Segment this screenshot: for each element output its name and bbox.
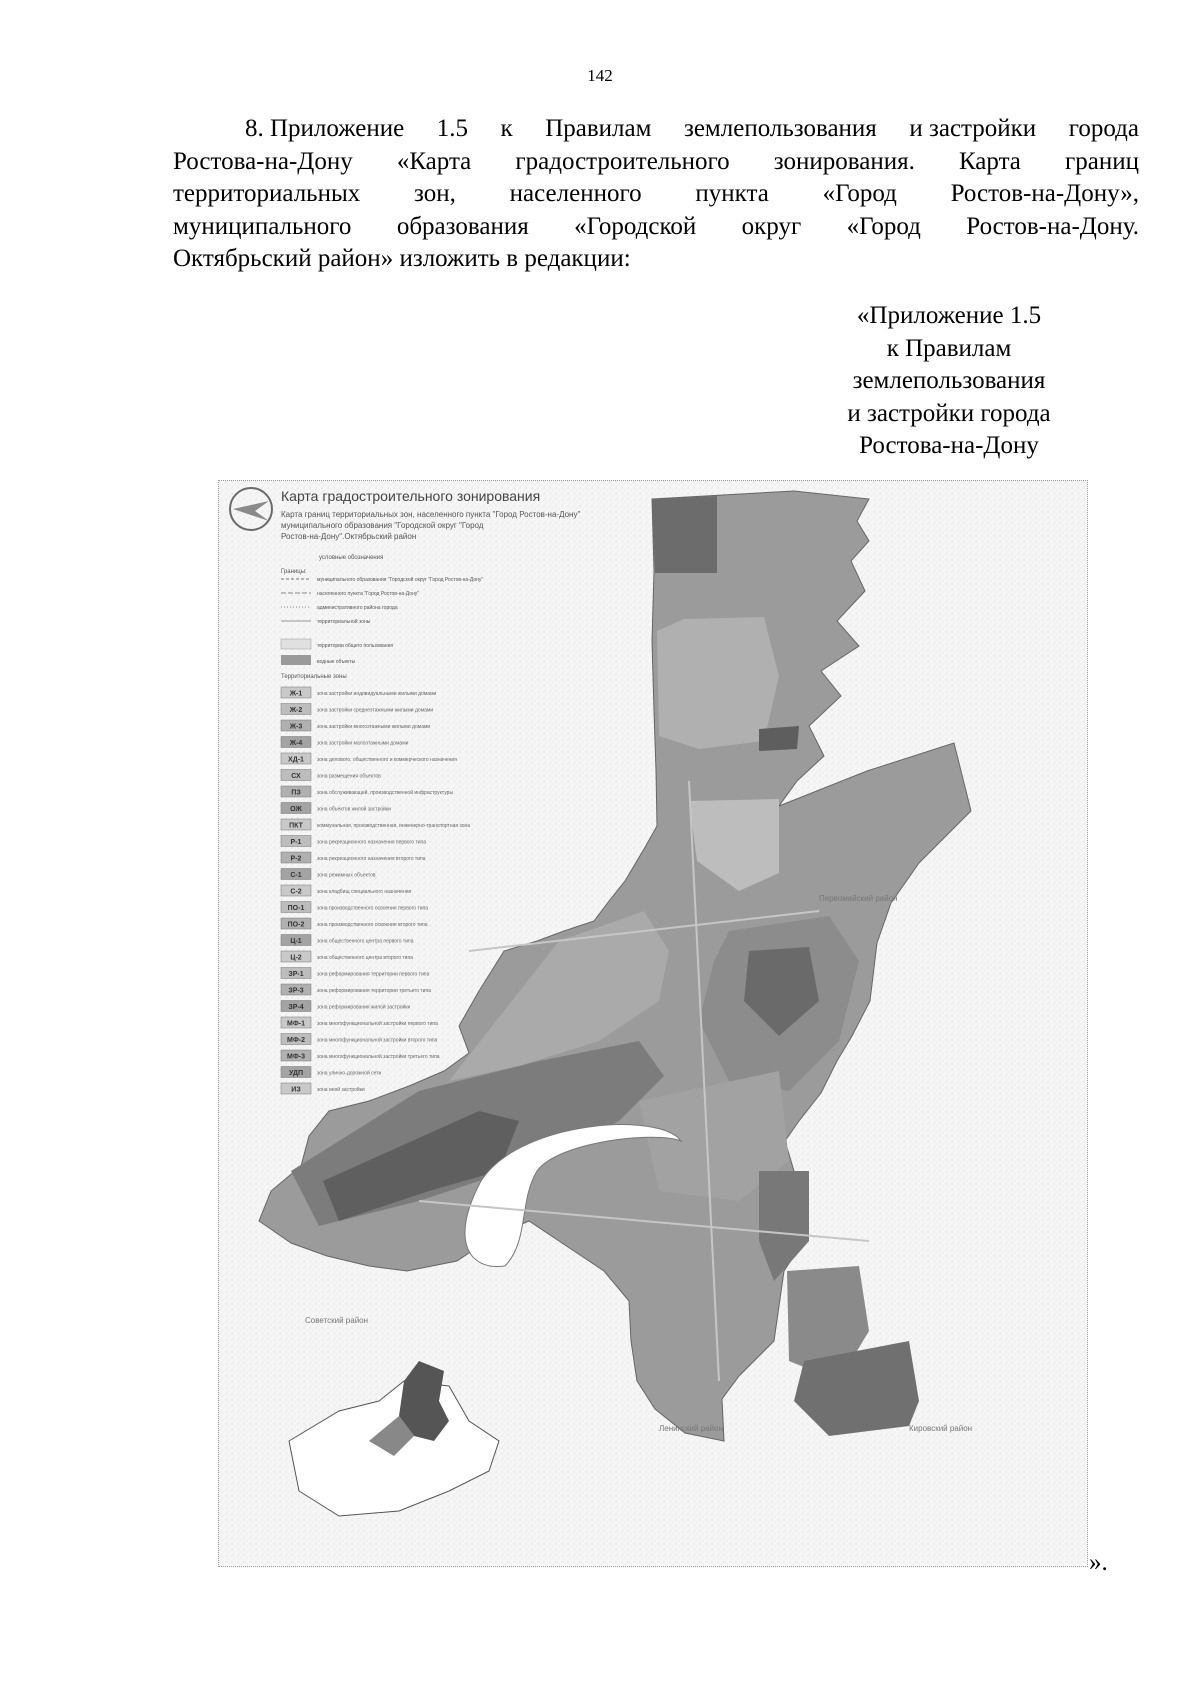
zone-description: зона общественного центра первого типа	[317, 938, 414, 945]
zone-code: ХД-1	[288, 756, 304, 764]
legend-borders-label: Границы:	[281, 569, 307, 575]
word: «Город	[822, 180, 897, 207]
legend-border-item: населенного пункта "Город Ростов-на-Дону"	[317, 591, 420, 597]
word: муниципального	[173, 212, 352, 240]
word: «Городской	[574, 212, 697, 240]
map-subtitle: Карта границ территориальных зон, населенного пункта "Город Ростов-на-Дону"	[281, 510, 581, 519]
appendix-heading	[780, 300, 1118, 463]
zone-code: Р-2	[290, 855, 302, 863]
zone-code: ОЖ	[290, 806, 302, 813]
legend-header: условные обозначения	[319, 555, 384, 561]
paragraph-line-1	[173, 113, 1139, 146]
map-title: Карта градостроительного зонирования	[281, 488, 541, 504]
zone-description: зона многофункциональной застройки второго типа	[317, 1037, 438, 1044]
zone-description: коммунальная, производственная, инженерно-транспортная зона	[317, 823, 471, 829]
word: градостроительного	[515, 147, 730, 175]
district-label: Кировский район	[909, 1424, 973, 1433]
word: Ростов-на-Дону.	[966, 212, 1139, 240]
zone-code: Ж-4	[289, 740, 303, 747]
zone-code: ПКТ	[289, 822, 303, 830]
zone-code: С-1	[290, 872, 302, 879]
word: зон,	[414, 180, 456, 207]
word: округ	[741, 212, 802, 240]
zone-code: МФ-3	[286, 1053, 306, 1061]
amendment-paragraph	[173, 113, 1139, 276]
legend-area-item: территории общего пользования	[317, 643, 394, 649]
appendix-line: «Приложение 1.5	[856, 302, 1042, 329]
word: «Город	[846, 212, 921, 240]
zone-description: зона застройки малоэтажными домами	[317, 740, 409, 747]
zone-description: зона кладбищ специального назначения	[317, 889, 412, 895]
word: Ростова-на-Дону	[173, 147, 353, 175]
appendix-line: Ростова-на-Дону	[859, 432, 1039, 459]
paragraph-line-4	[173, 211, 1139, 244]
zone-description: зона многофункциональной застройки третьего типа	[317, 1054, 440, 1060]
zone-description: зона застройки многоэтажными жилыми домами	[317, 724, 431, 730]
word: образования	[396, 212, 529, 240]
zone-code: ЗР-1	[288, 971, 304, 978]
zone-code: Ц-1	[290, 938, 302, 945]
zone-code: Ж-2	[289, 707, 303, 714]
zone-description: зона рекреационного назначения второго типа	[317, 856, 426, 862]
zone-code: МФ-2	[286, 1037, 306, 1044]
zone-code: ПО-1	[287, 905, 305, 912]
zone-description: зона размещения объектов	[317, 773, 381, 780]
zone-description: зона общественного центра второго типа	[317, 955, 413, 961]
word: границ	[1065, 147, 1139, 175]
zone-description: зона режимных объектов	[317, 872, 376, 879]
page-number: 142	[587, 66, 613, 85]
zone-code: ПЗ	[291, 789, 301, 797]
zone-description: зона многофункциональной застройки первого типа	[317, 1021, 438, 1027]
zone-code: Р-1	[290, 839, 302, 846]
appendix-line: и застройки города	[847, 399, 1051, 427]
zone-code: ПО-2	[287, 921, 305, 929]
word: землепользования	[683, 115, 877, 142]
zone-code: Ц-2	[290, 954, 302, 962]
zoning-map	[218, 480, 1088, 1567]
paragraph-line-2	[173, 146, 1139, 179]
zone-description: зона делового, общественного и коммерческого назначения	[317, 757, 457, 763]
zone-description: зона объектов жилой застройки	[317, 806, 391, 813]
paragraph-line-3	[173, 178, 1139, 211]
zone-code: ИЗ	[291, 1086, 301, 1094]
paragraph-line-5: Октябрьский район» изложить в редакции:	[173, 245, 631, 272]
zone-description: зона производственного освоения первого типа	[317, 905, 429, 912]
map-subtitle: муниципального образования "Городской округ "Город	[281, 521, 484, 530]
zone-code: Ж-3	[289, 723, 303, 731]
zone-description: зона застройки индивидуальными жилыми домами	[317, 691, 437, 697]
word: 1.5	[436, 115, 468, 142]
zone-code: СХ	[291, 773, 301, 780]
zone-description: зона реформирования территории первого типа	[317, 971, 430, 978]
word: территориальных	[173, 180, 361, 207]
zone-description: зона реформирования территории третьего типа	[317, 988, 431, 994]
map-subtitle: Ростов-на-Дону".Октябрьский район	[281, 532, 417, 541]
word: города	[1068, 115, 1139, 142]
zone-code: С-2	[290, 888, 302, 896]
word: к	[500, 115, 513, 142]
zone-code: ЗР-3	[288, 987, 304, 995]
zone-description: зона застройки среднеэтажными жилыми домами	[317, 707, 434, 714]
legend-area-item: водные объекты	[317, 659, 356, 665]
appendix-line: землепользования	[852, 367, 1046, 394]
appendix-line: к Правилам	[886, 334, 1012, 362]
legend-border-item: территориальной зоны	[317, 619, 371, 625]
zone-description: зона реформирования жилой застройки	[317, 1004, 411, 1011]
zone-description: зона рекреационного назначения первого типа	[317, 839, 427, 846]
zone-description: зона производственного освоения второго типа	[317, 922, 428, 928]
word: и застройки	[909, 115, 1037, 142]
word: зонирования.	[773, 147, 915, 175]
word: Карта	[958, 147, 1021, 175]
word: 8. Приложение	[245, 115, 405, 142]
word: населенного	[509, 180, 642, 207]
legend-border-item: муниципального образования "Городской округ "Город Ростов-на-Дону"	[317, 577, 484, 583]
word: пункта	[695, 180, 769, 207]
zone-code: МФ-1	[286, 1020, 306, 1028]
zoning-map-graphic	[219, 481, 1087, 1566]
zone-code: ЗР-4	[288, 1004, 304, 1011]
zone-description: зона улично-дорожной сети	[317, 1070, 382, 1077]
zone-code: Ж-1	[289, 690, 303, 698]
legend-border-item: административного района города	[317, 605, 398, 611]
district-label: Первомайский район	[819, 894, 898, 903]
district-label: Советский район	[305, 1316, 369, 1325]
district-label: Ленинский район	[659, 1424, 723, 1433]
word: «Карта	[396, 147, 472, 175]
word: Правилам	[545, 115, 652, 142]
word: Ростов-на-Дону»,	[950, 180, 1139, 207]
zone-description: зона обслуживающей, производственной инфраструктуры	[317, 790, 454, 796]
closing-quote: ».	[1089, 1549, 1108, 1576]
zone-code: УДП	[288, 1070, 304, 1077]
zone-description: зона иной застройки	[317, 1087, 365, 1093]
legend-zones-label: Территориальные зоны	[281, 674, 347, 680]
